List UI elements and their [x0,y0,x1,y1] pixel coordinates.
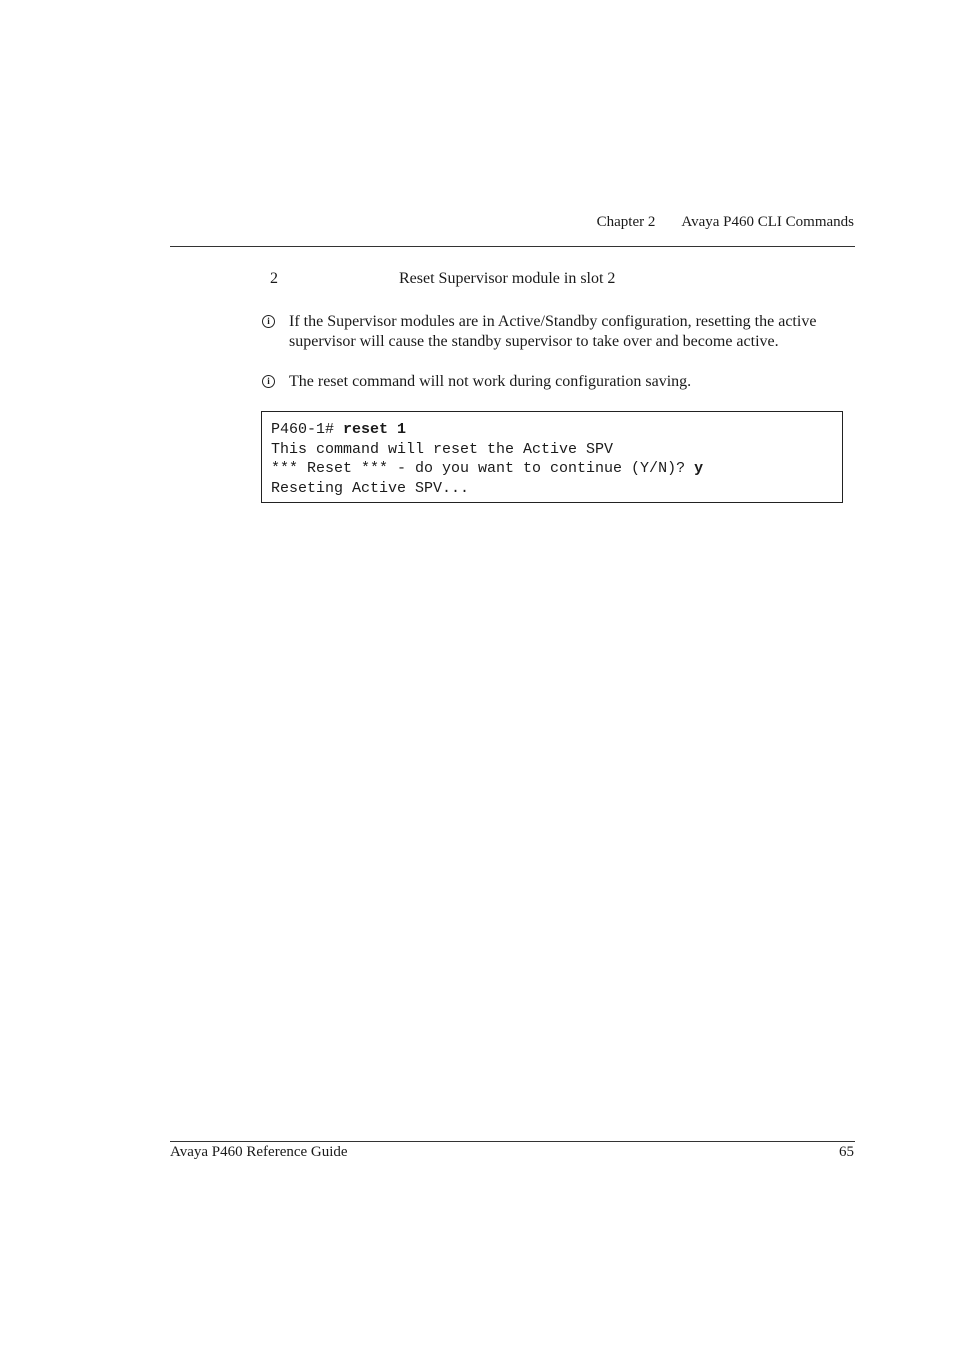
note-item [262,312,842,352]
cli-example-box [261,411,843,503]
footer-divider [170,1141,855,1142]
cli-confirm-prompt: *** Reset *** - do you want to continue (Y/N)? [271,460,695,477]
cli-output-line: Reseting Active SPV... [271,479,470,497]
page-number: 65 [839,1144,854,1160]
chapter-label: Chapter 2 [596,214,656,230]
parameter-description: Reset Supervisor module in slot 2 [399,270,616,287]
cli-output-line: This command will reset the Active SPV [271,440,614,458]
footer-guide-title: Avaya P460 Reference Guide [170,1144,348,1160]
cli-prompt: P460-1# [271,421,344,438]
parameter-value: 2 [270,270,278,287]
info-icon: i [262,315,275,328]
page-header [597,214,854,231]
note-text: The reset command will not work during configuration saving. [289,373,692,390]
cli-confirm-answer: y [694,460,704,477]
info-icon: i [262,375,275,388]
header-divider [170,246,855,247]
parameter-row [270,270,615,288]
header-title: Avaya P460 CLI Commands [681,214,854,230]
cli-command: reset 1 [343,421,407,438]
note-text: If the Supervisor modules are in Active/Standby configuration, resetting the active supervisor will cause the standby supervisor to take over and become active. [289,313,817,350]
note-item [262,372,842,392]
